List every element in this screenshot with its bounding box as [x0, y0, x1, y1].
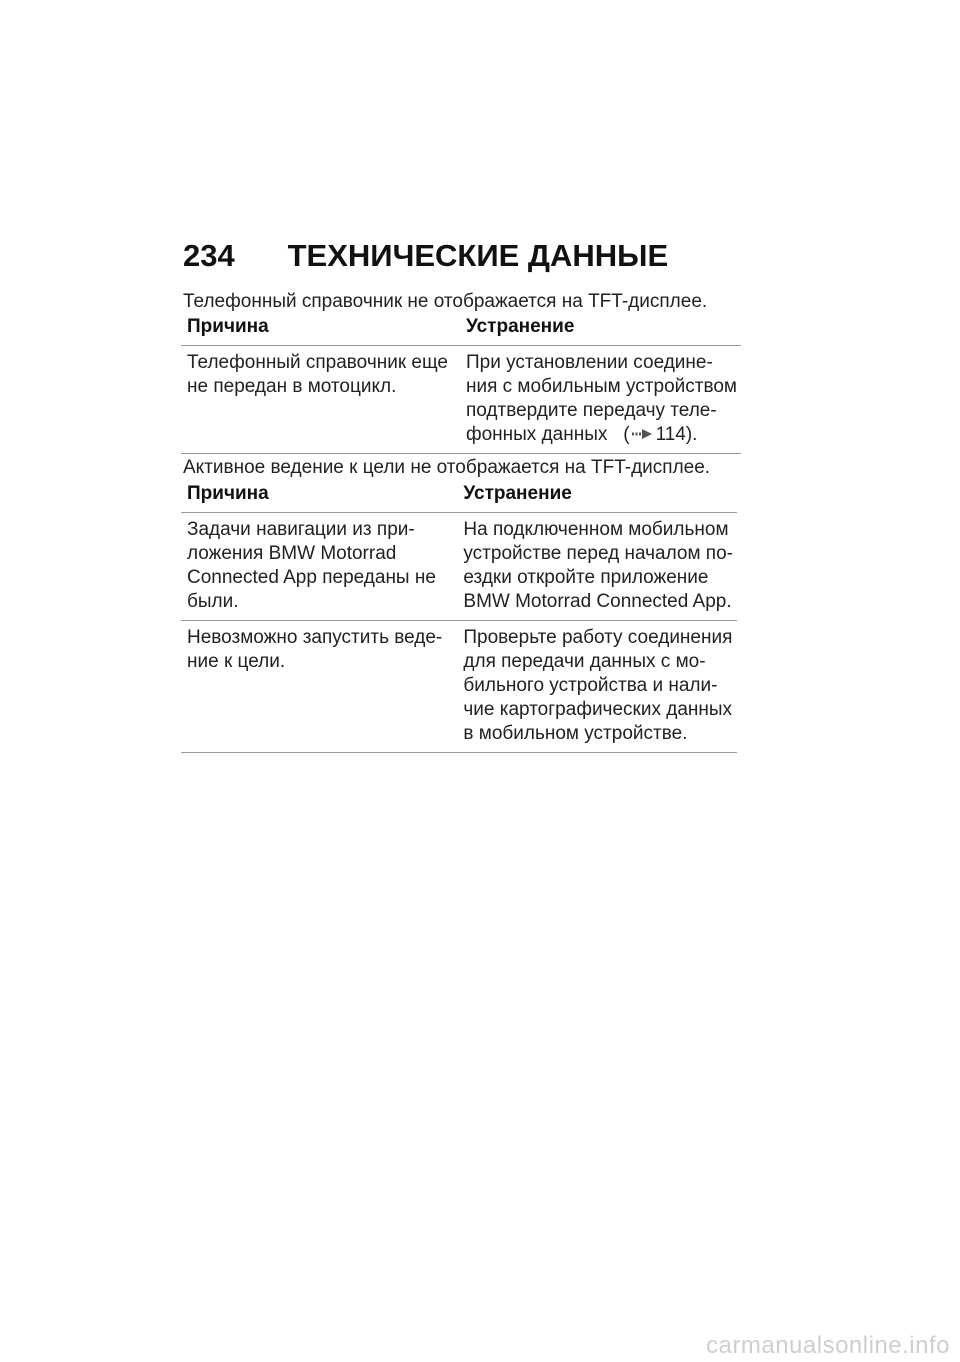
arrow-right-icon [632, 427, 654, 441]
table-header-row [181, 479, 737, 513]
fix-line: При установлении соедине- [465, 352, 713, 373]
column-header-cause: Причина [181, 312, 460, 346]
troubleshoot-table-navigation [181, 479, 737, 753]
cause-cell [181, 621, 457, 753]
fix-line: для передачи данных с мо- [463, 651, 706, 672]
cause-cell [181, 513, 457, 621]
fix-cell [457, 621, 737, 753]
page-number: 234 [183, 238, 235, 273]
ref-paren: ( [623, 424, 630, 445]
cause-line: Задачи навигации из при- [187, 519, 415, 540]
fix-line: ездки откройте приложение [463, 567, 709, 588]
page-header [183, 238, 668, 274]
cause-line: ние к цели. [187, 651, 286, 672]
table-row [181, 621, 737, 753]
cause-line: Невозможно запустить веде- [187, 627, 443, 648]
cause-line: Телефонный справочник еще [187, 352, 448, 373]
table-header-row [181, 312, 741, 346]
fix-line: ния с мобильным устройством [465, 376, 737, 397]
section-title-phonebook: Телефонный справочник не отображается на TFT-дисплее. [183, 291, 708, 312]
section-title-navigation: Активное ведение к цели не отображается на TFT-дисплее. [183, 457, 711, 478]
cause-line: ложения BMW Motorrad [187, 543, 397, 564]
fix-line: чие картографических данных [463, 699, 733, 720]
fix-line: BMW Motorrad Connected App. [463, 591, 732, 612]
cause-line: были. [187, 591, 239, 612]
table-row [181, 346, 741, 454]
cause-line: Connected App переданы не [187, 567, 436, 588]
fix-line [466, 423, 737, 447]
fix-line: устройстве перед началом по- [463, 543, 733, 564]
troubleshoot-table-phonebook [181, 312, 741, 454]
table-row [181, 513, 737, 621]
ref-page-number: 114). [655, 424, 698, 445]
fix-line: Проверьте работу соединения [463, 627, 733, 648]
fix-cell [457, 513, 737, 621]
page-title: ТЕХНИЧЕСКИЕ ДАННЫЕ [287, 238, 669, 273]
column-header-fix: Устранение [457, 479, 737, 513]
cause-line: не передан в мотоцикл. [187, 376, 397, 397]
watermark: carmanualsonline.info [706, 1332, 950, 1359]
page-reference[interactable] [613, 424, 698, 445]
fix-line: На подключенном мобильном [463, 519, 729, 540]
column-header-fix: Устранение [460, 312, 741, 346]
cause-cell [181, 346, 460, 454]
fix-line: подтвердите передачу теле- [465, 400, 717, 421]
fix-cell [460, 346, 741, 454]
column-header-cause: Причина [181, 479, 457, 513]
fix-line: в мобильном устройстве. [463, 723, 688, 744]
fix-line-text: фонных данных [465, 424, 608, 445]
fix-line: бильного устройства и нали- [463, 675, 718, 696]
